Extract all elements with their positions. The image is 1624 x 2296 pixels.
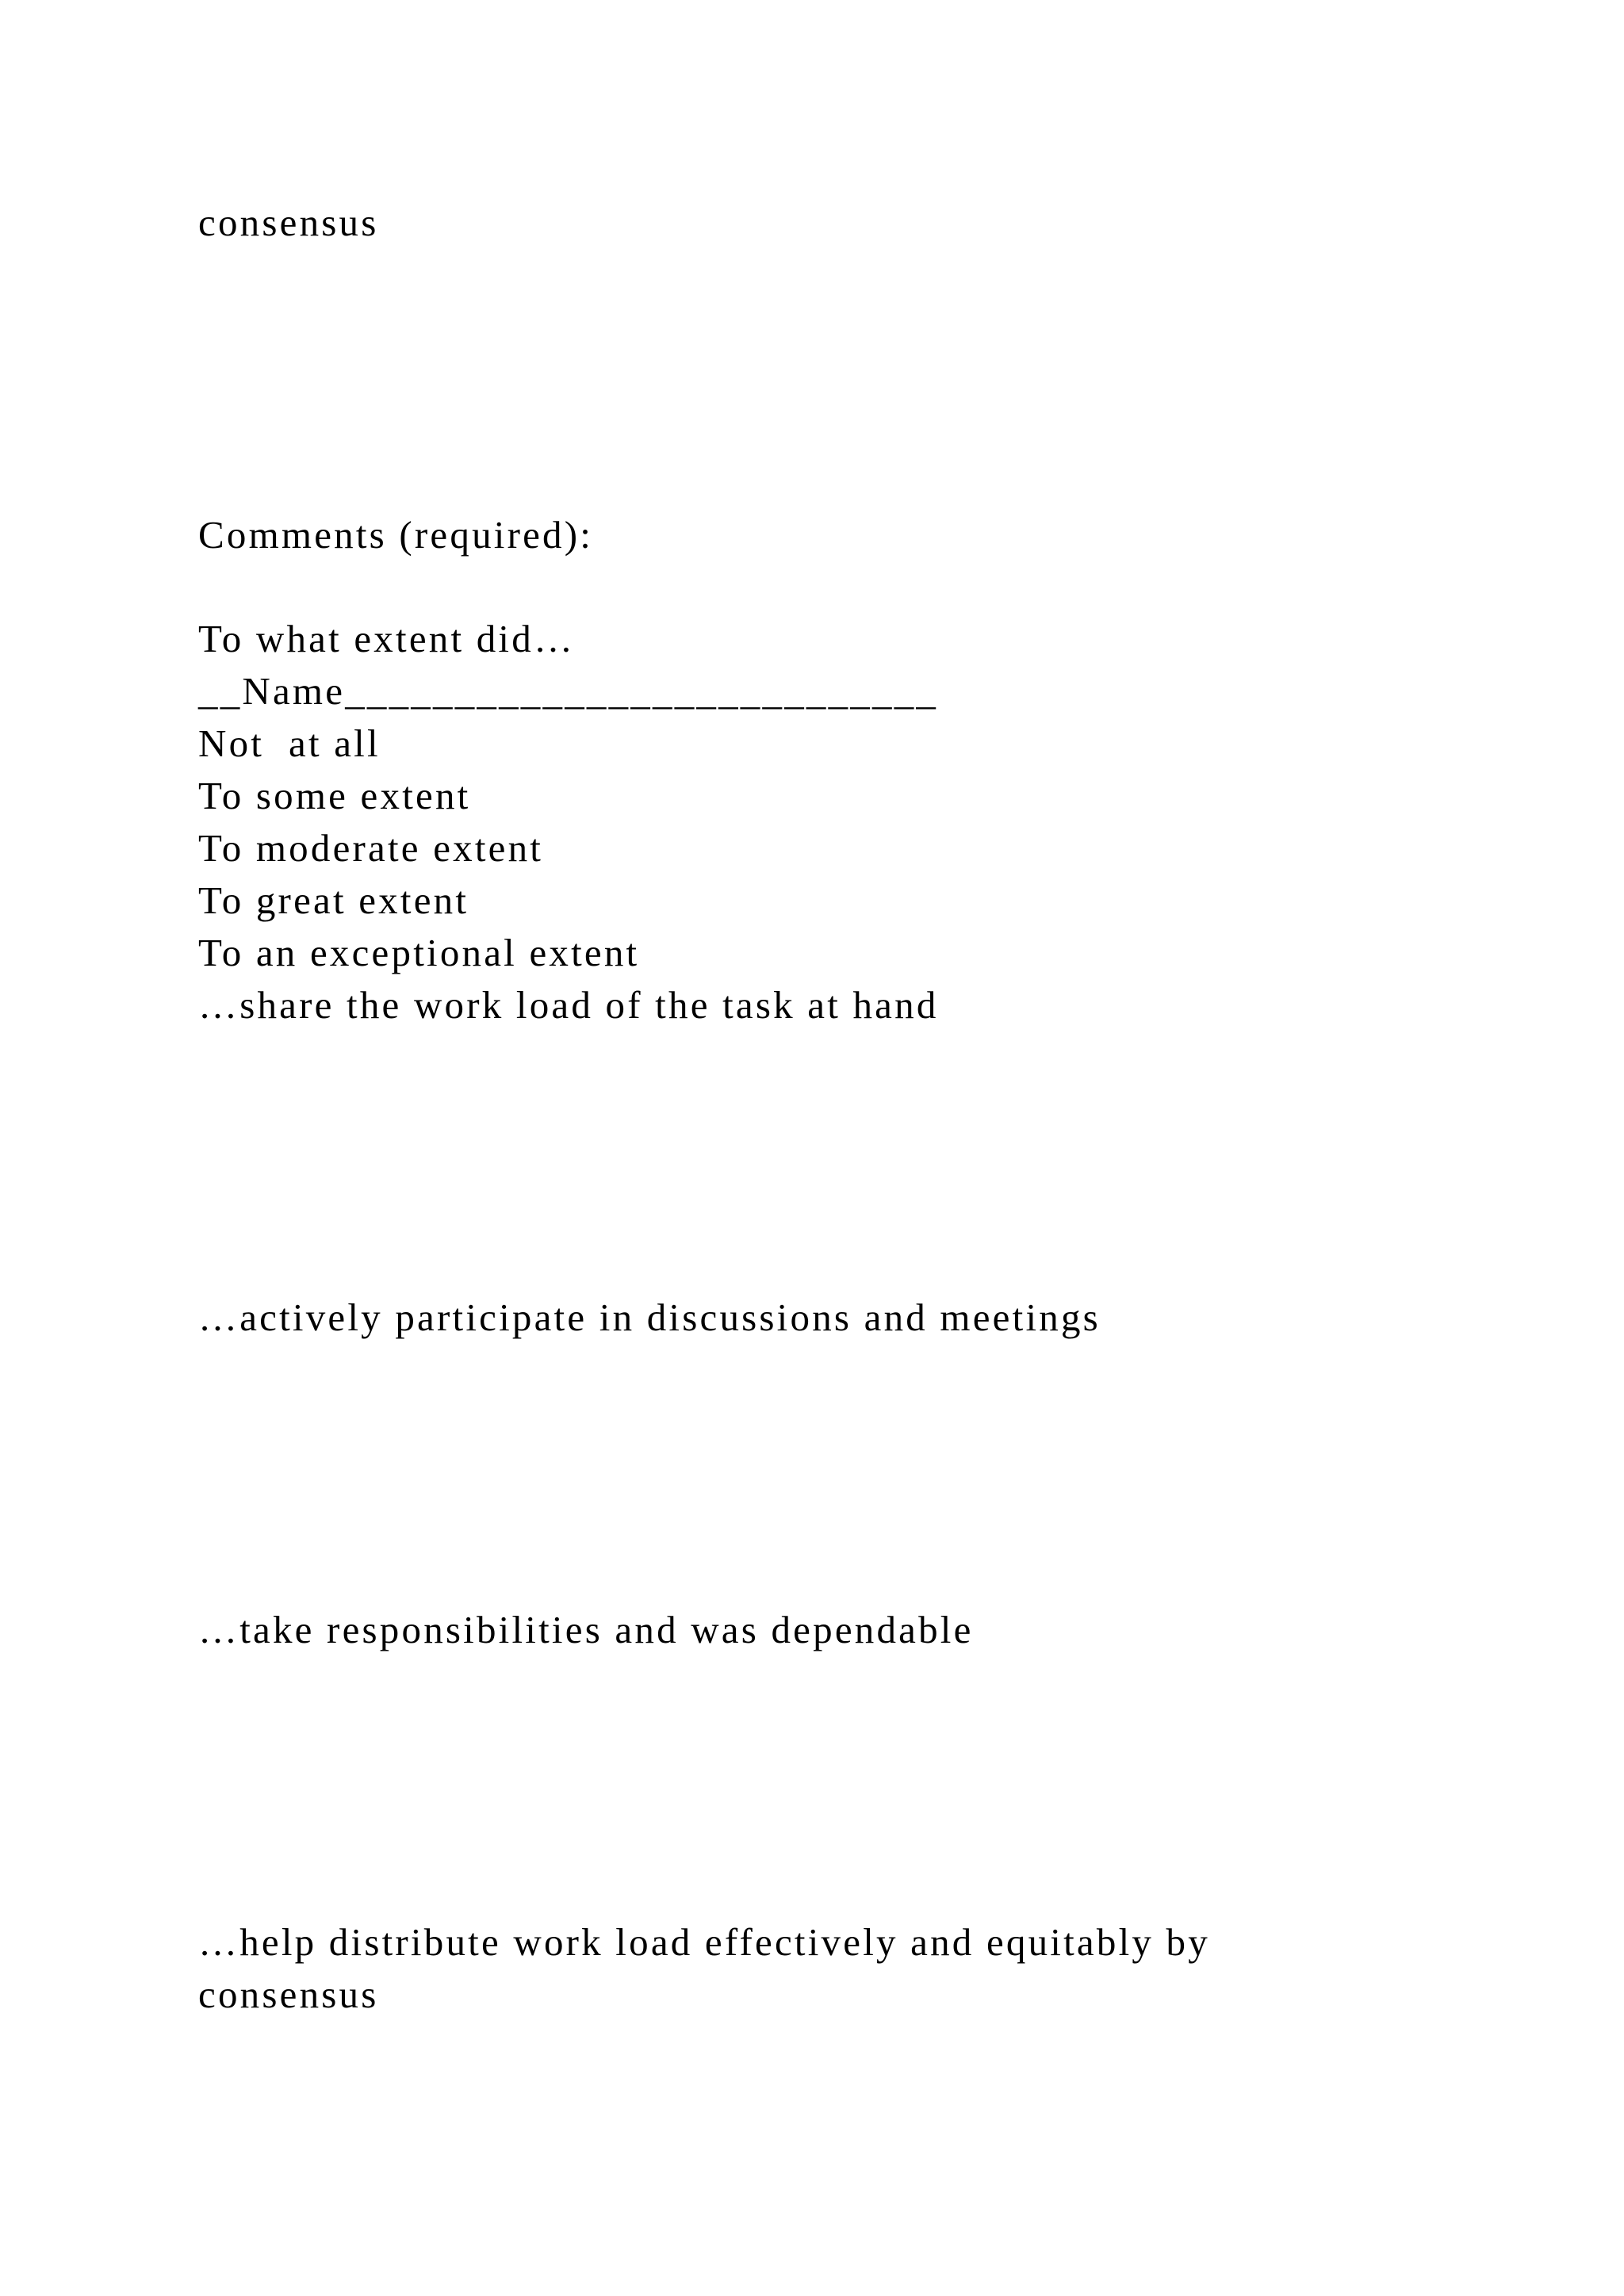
scale-option-great-extent: To great extent bbox=[198, 878, 469, 922]
item-help-distribute: …help distribute work load effectively and equitably by bbox=[198, 1920, 1210, 1964]
scale-option-some-extent: To some extent bbox=[198, 774, 471, 817]
item-share-work-load: …share the work load of the task at hand bbox=[198, 983, 939, 1027]
top-fragment-text: consensus bbox=[198, 201, 379, 244]
question-intro: To what extent did… bbox=[198, 617, 576, 660]
item-take-responsibilities: …take responsibilities and was dependable bbox=[198, 1608, 974, 1651]
item-help-distribute-continued: consensus bbox=[198, 1973, 379, 2016]
scale-option-not-at-all: Not at all bbox=[198, 721, 381, 765]
scale-option-exceptional-extent: To an exceptional extent bbox=[198, 931, 640, 974]
comments-label: Comments (required): bbox=[198, 513, 594, 557]
scale-option-moderate-extent: To moderate extent bbox=[198, 826, 544, 870]
name-field: __Name___________________________ bbox=[198, 669, 939, 713]
item-actively-participate: …actively participate in discussions and meetings bbox=[198, 1295, 1101, 1339]
